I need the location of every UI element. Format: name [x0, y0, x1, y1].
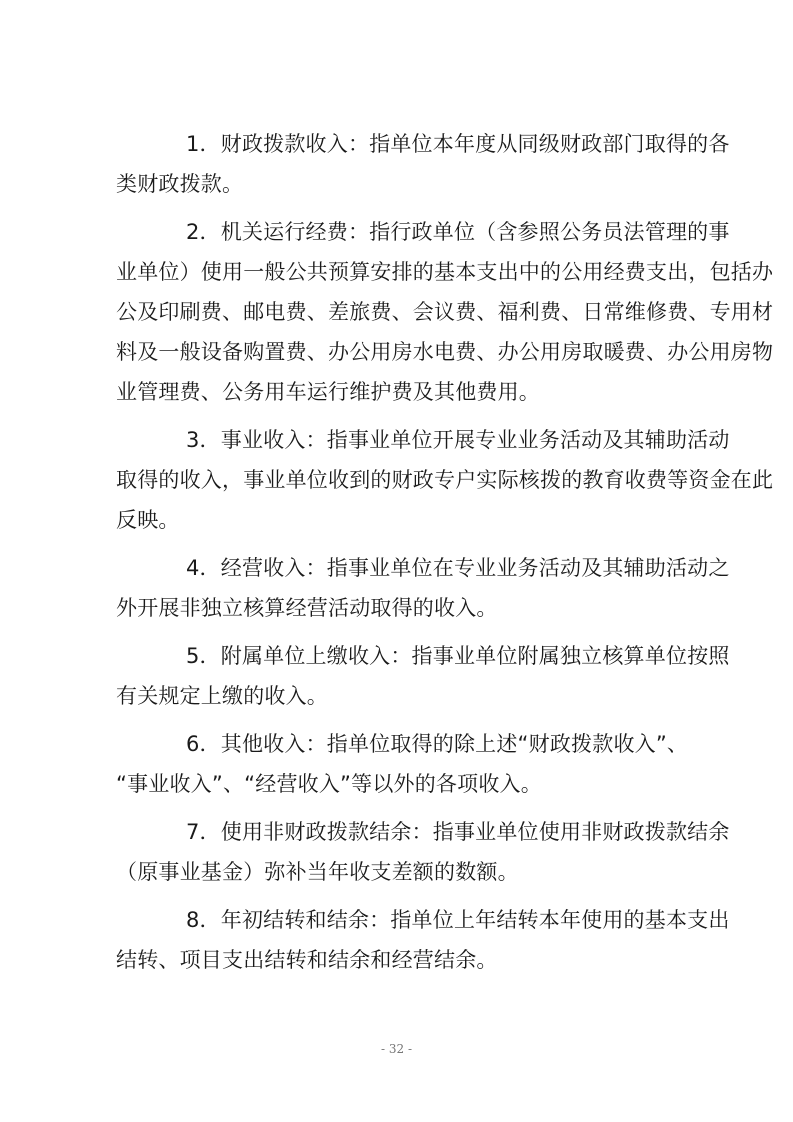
text-line: 反映。 — [116, 508, 180, 532]
text-line: 业单位）使用一般公共预算安排的基本支出中的公用经费支出，包括办 — [116, 260, 774, 284]
text-line: 外开展非独立核算经营活动取得的收入。 — [116, 596, 498, 620]
text-line: 4．经营收入：指事业单位在专业业务活动及其辅助活动之 — [186, 556, 730, 580]
text-line: 料及一般设备购置费、办公用房水电费、办公用房取暖费、办公用房物 — [116, 340, 774, 364]
text-line: 7．使用非财政拨款结余：指事业单位使用非财政拨款结余 — [186, 820, 730, 844]
text-line: （原事业基金）弥补当年收支差额的数额。 — [116, 860, 519, 884]
text-line: 2．机关运行经费：指行政单位（含参照公务员法管理的事 — [186, 220, 730, 244]
page-number: - 32 - — [380, 1042, 412, 1056]
text-line: “事业收入”、“经营收入”等以外的各项收入。 — [116, 772, 542, 796]
text-line: 取得的收入，事业单位收到的财政专户实际核拨的教育收费等资金在此 — [116, 468, 774, 492]
text-line: 业管理费、公务用车运行维护费及其他费用。 — [116, 380, 540, 404]
text-line: 公及印刷费、邮电费、差旅费、会议费、福利费、日常维修费、专用材 — [116, 300, 774, 324]
text-line: 6．其他收入：指单位取得的除上述“财政拨款收入”、 — [186, 732, 689, 756]
text-line: 8．年初结转和结余：指单位上年结转本年使用的基本支出 — [186, 908, 730, 932]
text-line: 3．事业收入：指事业单位开展专业业务活动及其辅助活动 — [186, 428, 730, 452]
text-line: 有关规定上缴的收入。 — [116, 684, 328, 708]
text-line: 结转、项目支出结转和结余和经营结余。 — [116, 948, 498, 972]
text-line: 1．财政拨款收入：指单位本年度从同级财政部门取得的各 — [186, 132, 730, 156]
text-line: 5．附属单位上缴收入：指事业单位附属独立核算单位按照 — [186, 644, 730, 668]
text-line: 类财政拨款。 — [116, 172, 244, 196]
